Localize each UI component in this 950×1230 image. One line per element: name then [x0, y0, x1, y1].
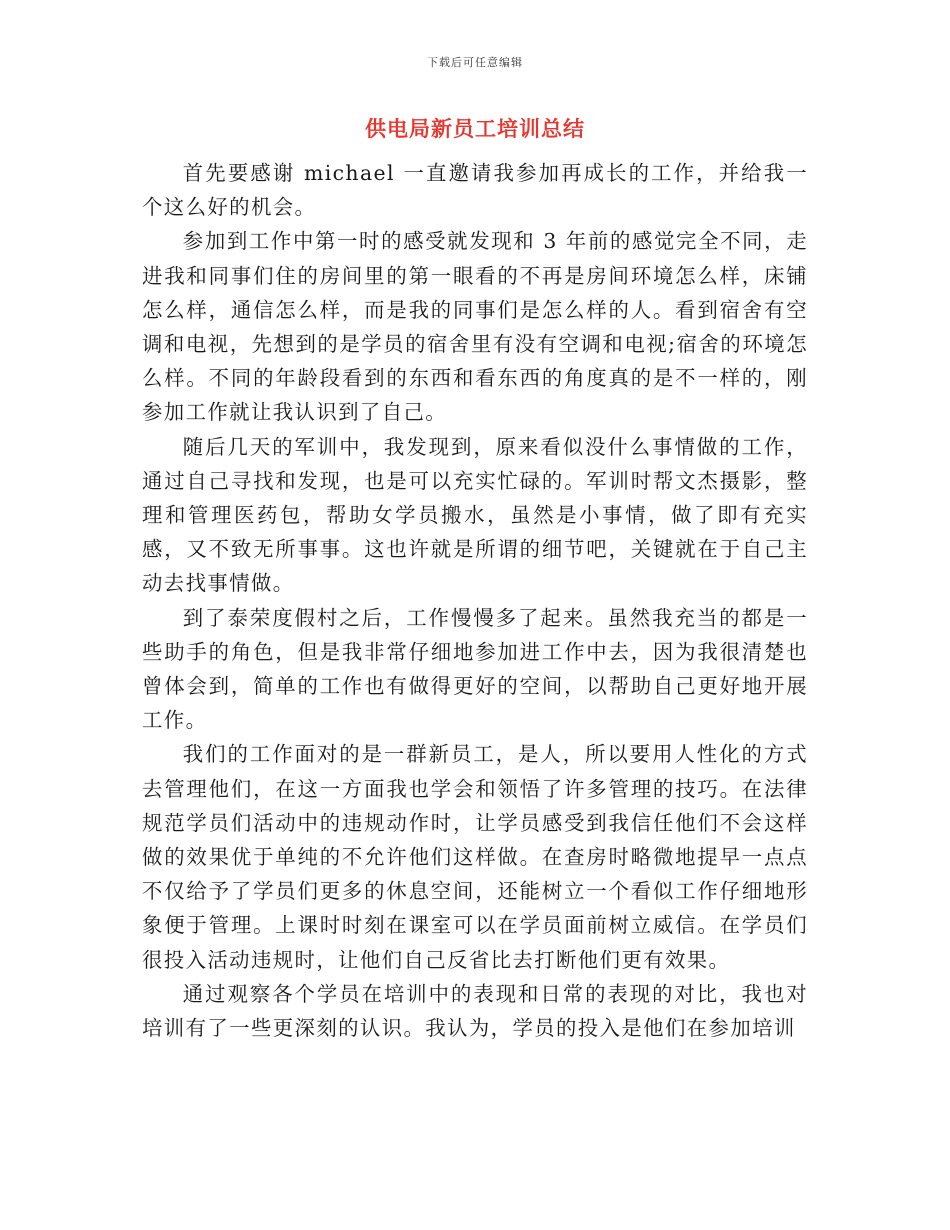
paragraph: 我们的工作面对的是一群新员工，是人，所以要用人性化的方式去管理他们，在这一方面我也学会和领悟了许多管理的技巧。在法律规范学员们活动中的违规动作时，让学员感受到我信任他们不会这样做的效果优于单纯的不允许他们这样做。在查房时略微地提早一点点不仅给予了学员们更多的休息空间，还能树立一个看似工作仔细地形象便于管理。上课时时刻在课室可以在学员面前树立威信。在学员们很投入活动违规时，让他们自己反省比去打断他们更有效果。 — [142, 742, 808, 972]
paragraph: 参加到工作中第一时的感受就发现和 3 年前的感觉完全不同，走进我和同事们住的房间里的第一眼看的不再是房间环境怎么样，床铺怎么样，通信怎么样，而是我的同事们是怎么样的人。看到宿舍有空调和电视，先想到的是学员的宿舍里有没有空调和电视;宿舍的环境怎么样。不同的年龄段看到的东西和看东西的角度真的是不一样的，刚参加工作就让我认识到了自己。 — [142, 229, 808, 425]
paragraph: 通过观察各个学员在培训中的表现和日常的表现的对比，我也对培训有了一些更深刻的认识。我认为，学员的投入是他们在参加培训 — [142, 981, 808, 1041]
header-note: 下载后可任意编辑 — [427, 56, 523, 69]
paragraph: 随后几天的军训中，我发现到，原来看似没什么事情做的工作，通过自己寻找和发现，也是可以充实忙碌的。军训时帮文杰摄影，整理和管理医药包，帮助女学员搬水，虽然是小事情，做了即有充实感，又不致无所事事。这也许就是所谓的细节吧，关键就在于自己主动去找事情做。 — [142, 434, 808, 596]
document-body — [142, 156, 808, 1045]
document-title: 供电局新员工培训总结 — [365, 117, 585, 141]
paragraph: 首先要感谢 michael 一直邀请我参加再成长的工作，并给我一个这么好的机会。 — [142, 161, 808, 220]
paragraph: 到了泰荣度假村之后，工作慢慢多了起来。虽然我充当的都是一些助手的角色，但是我非常仔细地参加进工作中去，因为我很清楚也曾体会到，简单的工作也有做得更好的空间，以帮助自己更好地开展工作。 — [142, 605, 808, 733]
